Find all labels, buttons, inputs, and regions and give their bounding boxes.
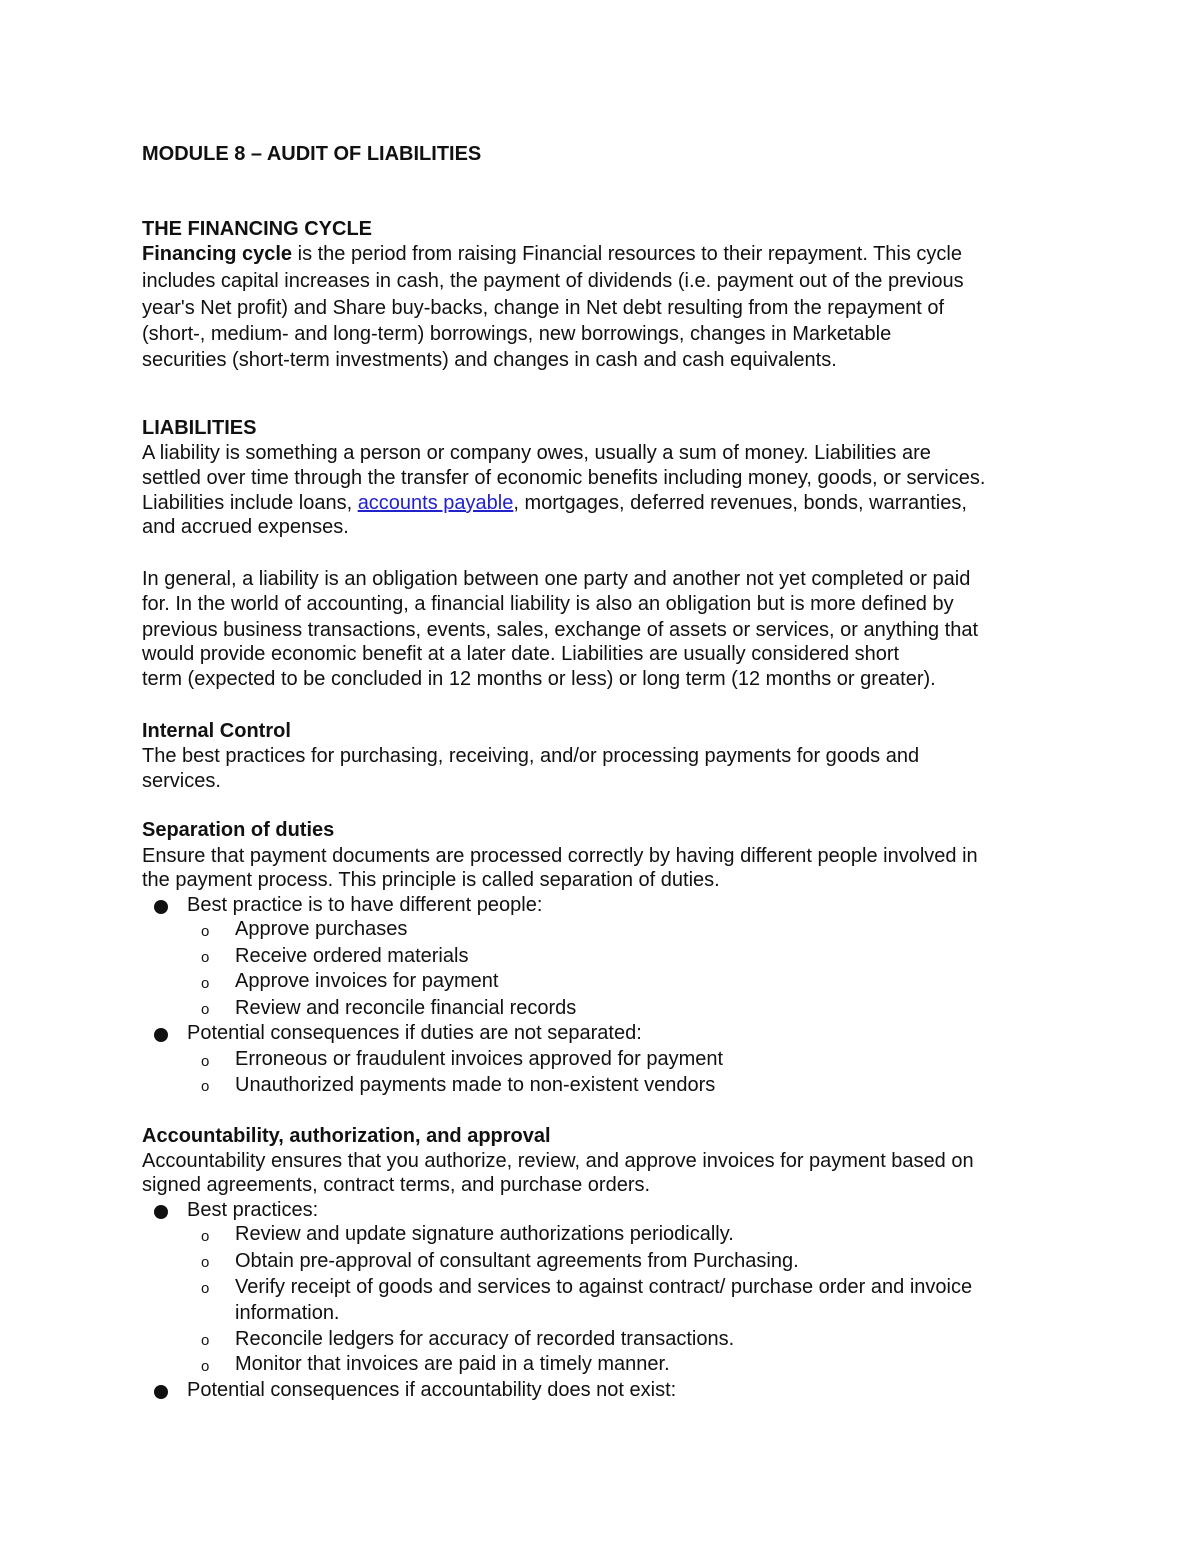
list-item: Approve purchases	[235, 918, 408, 940]
sub-bullet-icon: o	[201, 1078, 210, 1095]
liabilities-line: would provide economic benefit at a later date. Liabilities are usually considered short	[142, 643, 900, 665]
liabilities-line: settled over time through the transfer of economic benefits including money, goods, or services.	[142, 467, 986, 489]
financing-text: is the period from raising Financial resources to their repayment. This cycle	[292, 243, 962, 265]
financing-line: (short-, medium- and long-term) borrowings, new borrowings, changes in Marketable	[142, 323, 892, 345]
list-item: Review and update signature authorizations periodically.	[235, 1223, 734, 1245]
financing-term: Financing cycle	[142, 243, 293, 265]
list-item: Approve invoices for payment	[235, 970, 499, 992]
list-item: Potential consequences if accountability does not exist:	[187, 1379, 677, 1401]
liabilities-line: term (expected to be concluded in 12 months or less) or long term (12 months or greater).	[142, 668, 936, 690]
sub-bullet-icon: o	[201, 1053, 210, 1070]
sub-bullet-icon: o	[201, 1228, 210, 1245]
list-item: Unauthorized payments made to non-existent vendors	[235, 1074, 716, 1096]
internal-control-line: The best practices for purchasing, receiving, and/or processing payments for goods and	[142, 745, 920, 767]
liabilities-line	[142, 491, 967, 515]
list-item: Receive ordered materials	[235, 945, 469, 967]
liabilities-text: Liabilities include loans,	[142, 492, 358, 514]
separation-heading: Separation of duties	[142, 819, 335, 841]
sub-bullet-icon: o	[201, 949, 210, 966]
bullet-icon	[154, 1028, 168, 1042]
accounts-payable-link[interactable]: accounts payable	[357, 492, 514, 514]
list-item: Potential consequences if duties are not separated:	[187, 1022, 642, 1044]
sub-bullet-icon: o	[201, 1280, 210, 1297]
sub-bullet-icon: o	[201, 1001, 210, 1018]
sub-bullet-icon: o	[201, 1254, 210, 1271]
liabilities-line: A liability is something a person or company owes, usually a sum of money. Liabilities are	[142, 442, 931, 464]
list-item: Erroneous or fraudulent invoices approved for payment	[235, 1048, 724, 1070]
separation-line: the payment process. This principle is called separation of duties.	[142, 869, 720, 891]
list-item: Obtain pre-approval of consultant agreements from Purchasing.	[235, 1250, 799, 1272]
liabilities-heading: LIABILITIES	[142, 417, 257, 439]
list-item: Verify receipt of goods and services to against contract/ purchase order and invoice	[235, 1276, 973, 1298]
liabilities-line: previous business transactions, events, sales, exchange of assets or services, or anything that	[142, 619, 978, 641]
accountability-heading: Accountability, authorization, and approval	[142, 1125, 551, 1147]
financing-line	[142, 242, 962, 266]
bullet-icon	[154, 900, 168, 914]
list-item: Best practice is to have different people:	[187, 894, 543, 916]
sub-bullet-icon: o	[201, 923, 210, 940]
list-item: Reconcile ledgers for accuracy of recorded transactions.	[235, 1328, 735, 1350]
accountability-line: Accountability ensures that you authorize, review, and approve invoices for payment based on	[142, 1150, 974, 1172]
liabilities-line: for. In the world of accounting, a financial liability is also an obligation but is more defined by	[142, 593, 954, 615]
page-title: MODULE 8 – AUDIT OF LIABILITIES	[142, 143, 482, 165]
bullet-icon	[154, 1385, 168, 1399]
list-item: information.	[235, 1302, 340, 1324]
internal-control-heading: Internal Control	[142, 720, 291, 742]
liabilities-line: In general, a liability is an obligation between one party and another not yet completed or paid	[142, 568, 971, 590]
separation-line: Ensure that payment documents are processed correctly by having different people involved in	[142, 845, 978, 867]
list-item: Monitor that invoices are paid in a timely manner.	[235, 1353, 670, 1375]
sub-bullet-icon: o	[201, 975, 210, 992]
financing-line: securities (short-term investments) and changes in cash and cash equivalents.	[142, 349, 837, 371]
list-item: Best practices:	[187, 1199, 319, 1221]
sub-bullet-icon: o	[201, 1358, 210, 1375]
internal-control-line: services.	[142, 770, 221, 792]
list-item: Review and reconcile financial records	[235, 997, 577, 1019]
sub-bullet-icon: o	[201, 1332, 210, 1349]
liabilities-line: and accrued expenses.	[142, 516, 349, 538]
liabilities-text: , mortgages, deferred revenues, bonds, warranties,	[513, 492, 967, 514]
financing-line: includes capital increases in cash, the payment of dividends (i.e. payment out of the previous	[142, 270, 964, 292]
financing-heading: THE FINANCING CYCLE	[142, 218, 372, 240]
accountability-line: signed agreements, contract terms, and purchase orders.	[142, 1174, 651, 1196]
financing-line: year's Net profit) and Share buy-backs, change in Net debt resulting from the repayment of	[142, 297, 945, 319]
bullet-icon	[154, 1205, 168, 1219]
